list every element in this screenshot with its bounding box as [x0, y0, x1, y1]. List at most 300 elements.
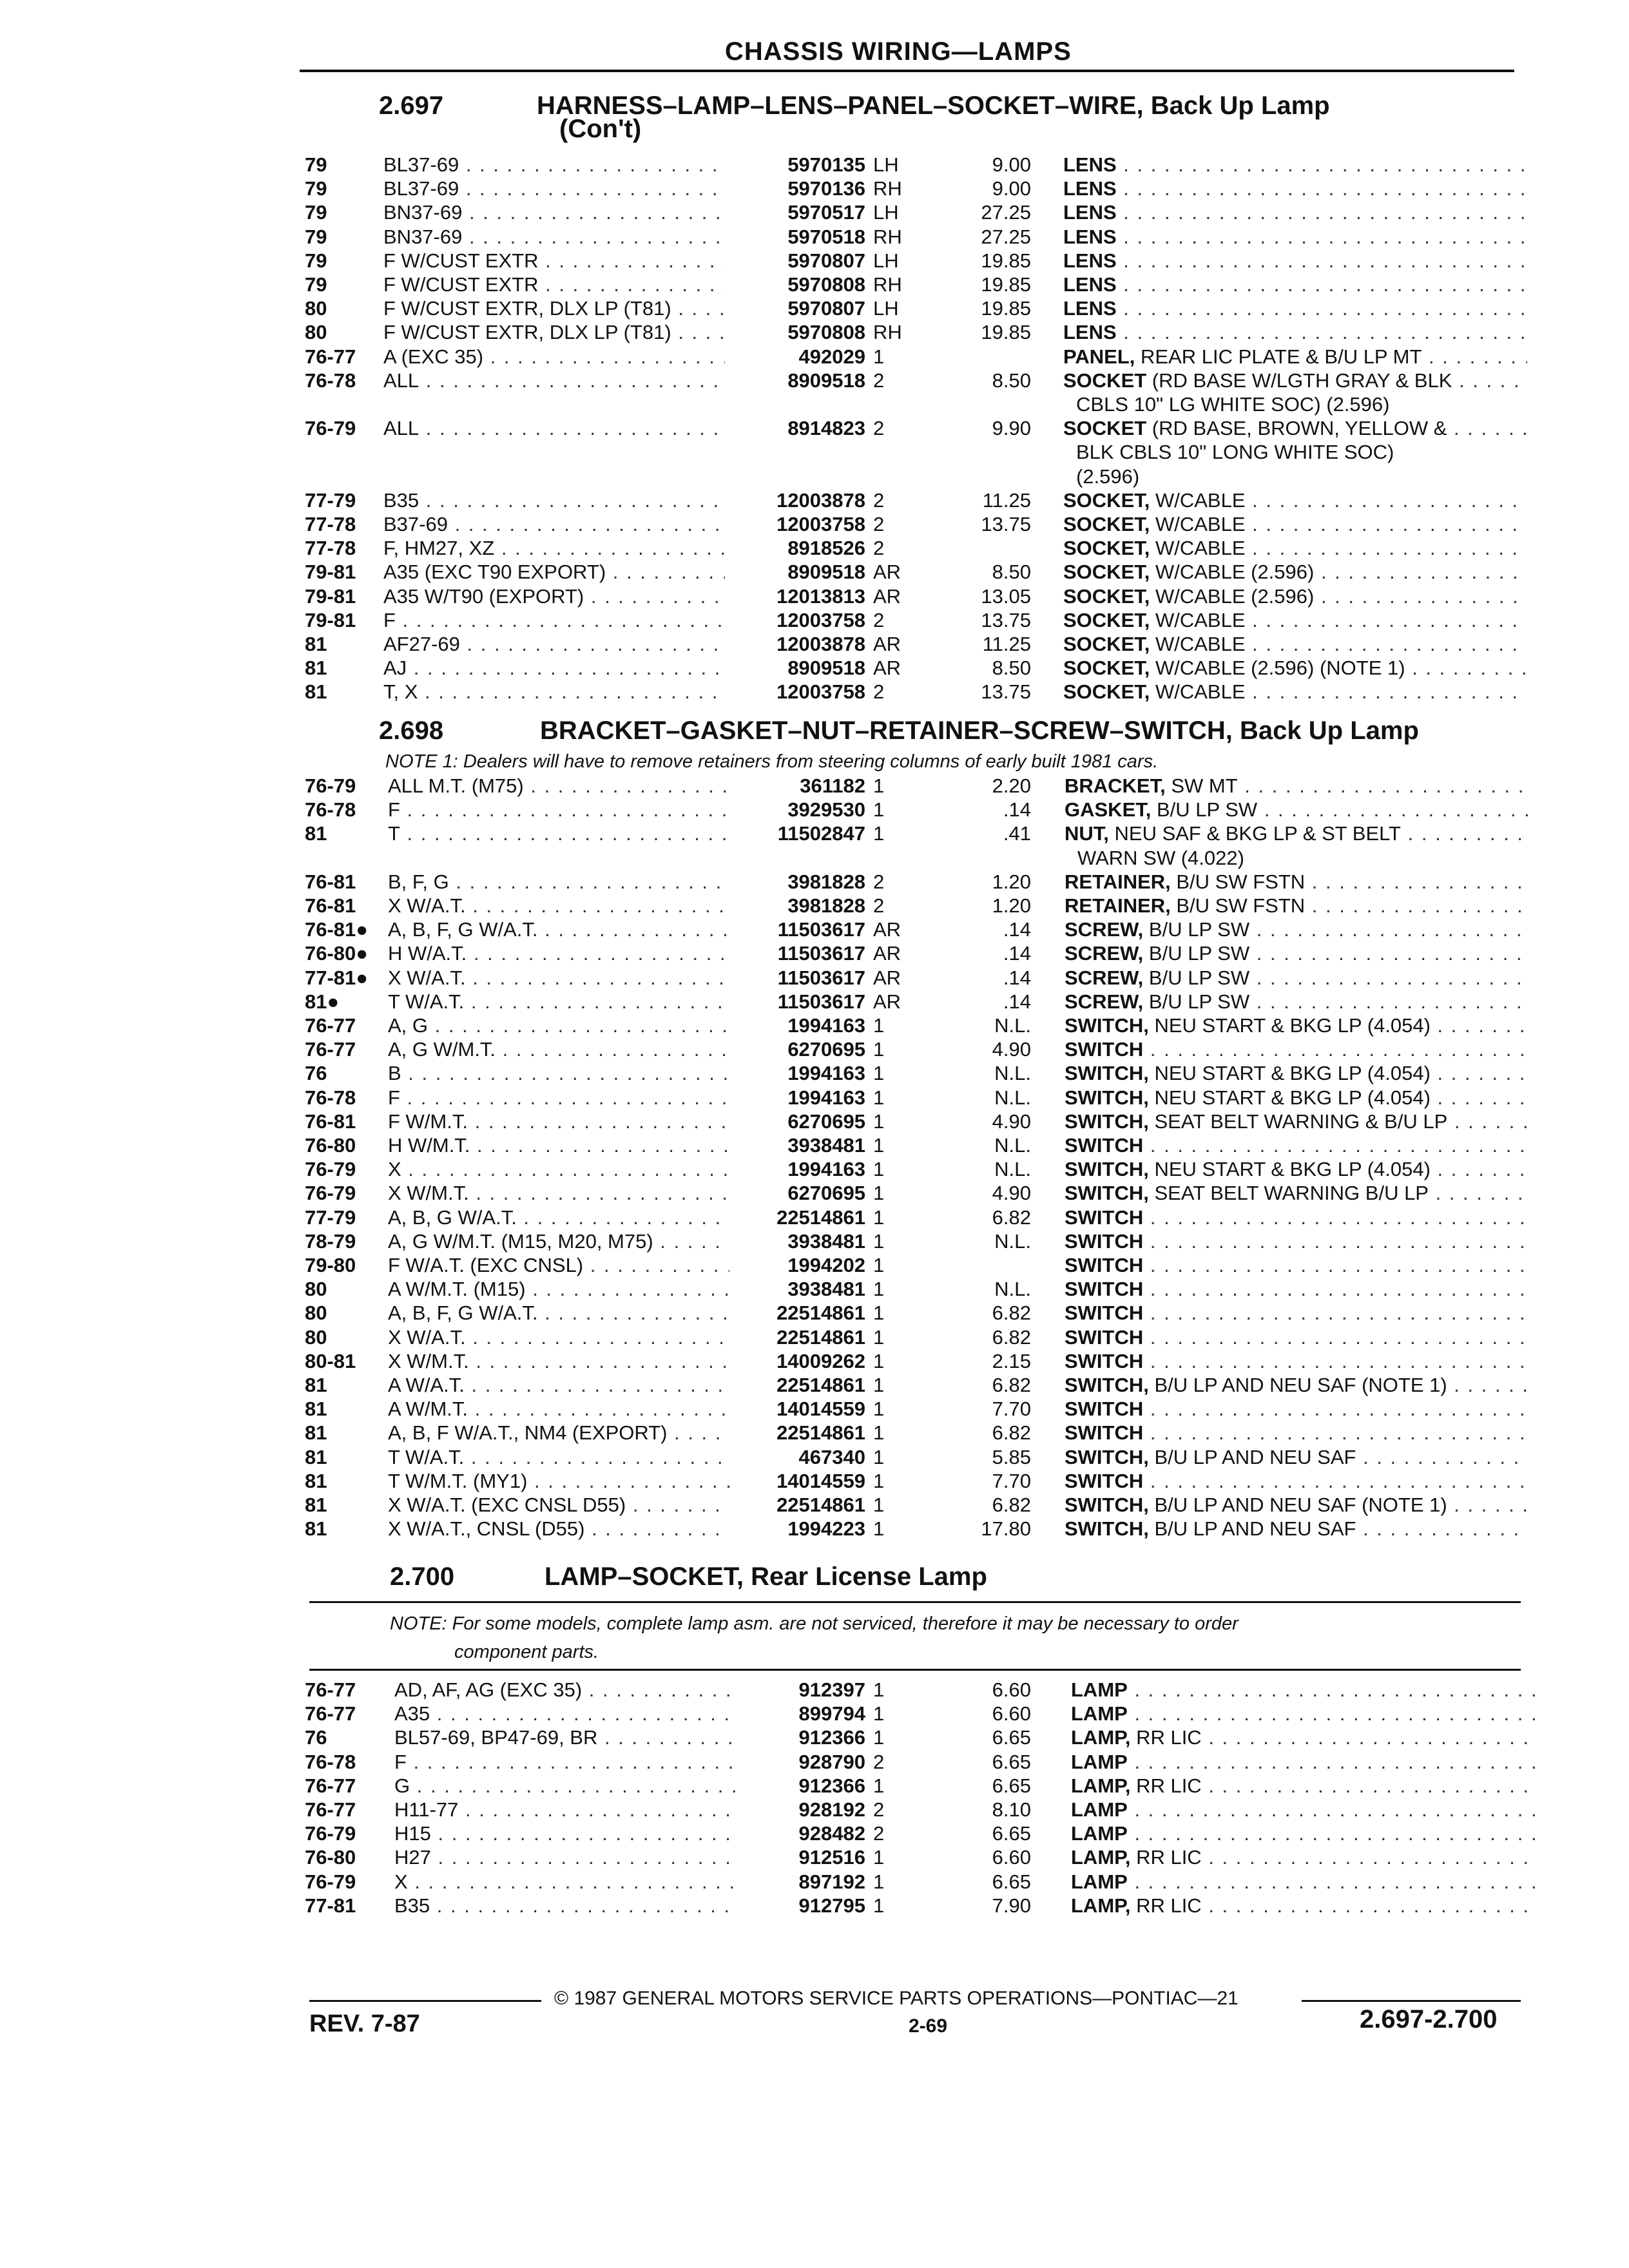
part-name: SWITCH — [1065, 1302, 1144, 1325]
table-row — [0, 918, 1629, 942]
part-name: LAMP — [1071, 1750, 1128, 1773]
part-detail: B/U LP AND NEU SAF — [1148, 1445, 1356, 1468]
application-cell: X W/A.T. . . . — [388, 1326, 729, 1349]
description-cell — [1071, 1894, 1535, 1917]
quantity-cell: 1 — [873, 1206, 885, 1229]
part-name: SOCKET, — [1063, 680, 1150, 704]
application-cell: AD, AF, AG (EXC 35) . . . — [394, 1678, 736, 1702]
description-cell — [1071, 1798, 1535, 1821]
price-cell: 4.90 — [992, 1110, 1031, 1133]
part-name: LAMP — [1071, 1702, 1128, 1725]
application-cell: X . . . — [388, 1158, 729, 1181]
part-name: LAMP, — [1071, 1894, 1131, 1917]
year-cell: 76-81● — [305, 918, 369, 941]
quantity-cell: 2 — [873, 1798, 885, 1821]
section-title-main: LAMP–SOCKET, — [545, 1562, 744, 1591]
description-cell — [1063, 321, 1527, 344]
footer-rule-right — [1302, 2000, 1521, 2002]
part-detail: NEU START & BKG LP (4.054) — [1148, 1086, 1431, 1109]
year-cell: 76-79 — [305, 774, 356, 797]
price-cell: 6.65 — [992, 1726, 1031, 1749]
application-cell: B, F, G . . . — [388, 870, 729, 894]
application-cell: F . . . — [388, 798, 729, 822]
year-cell: 76-77 — [305, 1038, 356, 1061]
part-name: LENS — [1063, 273, 1117, 296]
table-row — [0, 321, 1629, 345]
application-cell: F, HM27, XZ . . . — [383, 537, 725, 560]
description-cell — [1065, 1206, 1528, 1229]
quantity-cell: LH — [873, 249, 899, 272]
application-cell: X W/A.T., CNSL (D55) . . . — [388, 1517, 729, 1541]
part-number-cell: 899794 — [798, 1702, 865, 1725]
footer-copyright: © 1987 GENERAL MOTORS SERVICE PARTS OPERATIONS—PONTIAC—21 — [554, 1988, 1239, 2009]
description-cell — [1063, 489, 1527, 512]
quantity-cell: 1 — [873, 1182, 885, 1205]
table-row — [0, 1751, 1629, 1774]
part-number-cell: 5970808 — [787, 273, 865, 296]
price-cell: N.L. — [994, 1014, 1031, 1037]
part-detail: RR LIC — [1130, 1726, 1202, 1749]
table-row — [0, 966, 1629, 990]
price-cell: 8.50 — [992, 369, 1031, 392]
application-cell: AF27-69 . . . — [383, 633, 725, 656]
description-cell — [1063, 513, 1527, 536]
table-row — [0, 633, 1629, 657]
part-name: SWITCH — [1065, 1398, 1144, 1421]
footer-section-range: 2.697-2.700 — [1360, 2005, 1498, 2033]
part-detail: SEAT BELT WARNING B/U LP — [1148, 1182, 1429, 1205]
year-cell: 76-77 — [305, 1014, 356, 1037]
application-cell: F W/A.T. (EXC CNSL) . . . — [388, 1254, 729, 1277]
table-row — [0, 1702, 1629, 1726]
description-cell — [1063, 561, 1527, 584]
quantity-cell: AR — [873, 918, 901, 941]
part-number-cell: 912366 — [798, 1774, 865, 1797]
price-cell: 7.70 — [992, 1469, 1031, 1492]
part-name: SWITCH, — [1065, 1062, 1149, 1085]
part-detail: W/CABLE — [1150, 633, 1246, 655]
table-row — [0, 537, 1629, 561]
table-row — [0, 249, 1629, 273]
year-cell: 79 — [305, 153, 327, 176]
description-cell — [1065, 1254, 1528, 1277]
price-cell: 6.65 — [992, 1822, 1031, 1845]
part-name: SOCKET, — [1063, 657, 1150, 680]
part-number-cell: 11503617 — [777, 918, 865, 941]
part-number-cell: 6270695 — [787, 1110, 865, 1133]
part-number-cell: 22514861 — [776, 1421, 865, 1445]
application-cell: T . . . — [388, 822, 729, 845]
description-cell — [1065, 1326, 1528, 1349]
price-cell: 6.82 — [992, 1206, 1031, 1229]
year-cell: 80-81 — [305, 1349, 356, 1372]
price-cell: 13.75 — [981, 513, 1031, 535]
year-cell: 76-77 — [305, 1702, 356, 1725]
year-cell: 76-79 — [305, 1158, 356, 1181]
part-number-cell: 1994163 — [787, 1062, 865, 1085]
part-number-cell: 3938481 — [787, 1229, 865, 1253]
table-row — [0, 226, 1629, 249]
description-cell — [1065, 1494, 1528, 1517]
price-cell: 6.82 — [992, 1494, 1031, 1516]
part-number-cell: 928482 — [798, 1822, 865, 1845]
quantity-cell: 1 — [873, 1229, 885, 1253]
table-row — [0, 609, 1629, 633]
price-cell: N.L. — [994, 1278, 1031, 1301]
section-continued: (Con't) — [559, 115, 642, 143]
application-cell: T W/A.T. . . . — [388, 990, 729, 1014]
part-detail: B/U LP AND NEU SAF (NOTE 1) — [1148, 1374, 1447, 1396]
description-cell — [1063, 345, 1527, 369]
description-cell — [1063, 417, 1527, 440]
application-cell: T W/A.T. . . . — [388, 1446, 729, 1469]
year-cell: 76-79 — [305, 1182, 356, 1205]
application-cell: BN37-69 . . . — [383, 201, 725, 224]
year-cell: 77-78 — [305, 537, 356, 560]
description-cell — [1065, 1134, 1528, 1157]
part-number-cell: 5970517 — [787, 201, 865, 224]
part-number-cell: 14014559 — [776, 1469, 865, 1492]
quantity-cell: 1 — [873, 822, 885, 845]
part-number-cell: 14009262 — [776, 1349, 865, 1372]
part-name: SWITCH — [1065, 1038, 1144, 1061]
section-note — [390, 1610, 1239, 1666]
application-cell: H W/A.T. . . . — [388, 942, 729, 965]
section-rule — [309, 1601, 1521, 1603]
quantity-cell: 2 — [873, 870, 885, 893]
description-cell — [1063, 369, 1527, 392]
section-rule — [309, 1669, 1521, 1671]
note-line: NOTE: For some models, complete lamp asm. are not serviced, therefore it may be necessary to order — [390, 1613, 1239, 1634]
application-cell: A35 . . . — [394, 1702, 736, 1725]
part-name: LAMP — [1071, 1870, 1128, 1893]
application-cell: A, B, F, G W/A.T. . . . — [388, 1302, 729, 1325]
application-cell: A, B, F W/A.T., NM4 (EXPORT) . . . — [388, 1421, 729, 1445]
part-number-cell: 3981828 — [787, 870, 865, 893]
section-title — [540, 716, 1419, 745]
part-name: SOCKET, — [1063, 488, 1150, 512]
price-cell: .14 — [1003, 918, 1031, 941]
part-name: SCREW, — [1065, 990, 1144, 1013]
year-cell: 81 — [305, 1445, 327, 1468]
table-row — [0, 798, 1629, 822]
part-name: RETAINER, — [1065, 894, 1171, 917]
price-cell: 8.50 — [992, 561, 1031, 584]
price-cell: 1.20 — [992, 894, 1031, 917]
table-row — [0, 1822, 1629, 1846]
description-cell — [1063, 657, 1527, 680]
price-cell: .14 — [1003, 942, 1031, 965]
year-cell: 81 — [305, 1374, 327, 1396]
year-cell: 81 — [305, 1421, 327, 1445]
quantity-cell: 2 — [873, 608, 885, 631]
footer-rule-left — [309, 2000, 541, 2002]
price-cell: 19.85 — [981, 321, 1031, 344]
part-name: PANEL, — [1063, 345, 1135, 368]
year-cell: 76-78 — [305, 798, 356, 822]
description-cell — [1065, 1230, 1528, 1253]
description-cell — [1065, 1038, 1528, 1061]
price-cell: N.L. — [994, 1229, 1031, 1253]
table-row — [0, 1110, 1629, 1134]
quantity-cell: 1 — [873, 798, 885, 822]
description-cell — [1071, 1846, 1535, 1869]
quantity-cell: 2 — [873, 894, 885, 917]
price-cell: 6.82 — [992, 1325, 1031, 1349]
page-title: CHASSIS WIRING—LAMPS — [725, 37, 1072, 66]
part-number-cell: 11502847 — [777, 822, 865, 845]
part-number-cell: 912366 — [798, 1726, 865, 1749]
application-cell: F . . . — [388, 1086, 729, 1110]
year-cell: 76-77 — [305, 1678, 356, 1701]
quantity-cell: 2 — [873, 1822, 885, 1845]
part-detail: SEAT BELT WARNING & B/U LP — [1148, 1110, 1448, 1133]
description-cell — [1063, 537, 1527, 560]
table-row — [0, 1678, 1629, 1702]
part-name: LENS — [1063, 201, 1117, 224]
part-detail: W/CABLE (2.596) — [1150, 584, 1315, 608]
price-cell: .14 — [1003, 990, 1031, 1013]
part-name: GASKET, — [1065, 798, 1152, 822]
quantity-cell: LH — [873, 201, 899, 224]
year-cell: 76-80 — [305, 1846, 356, 1869]
part-name: SWITCH — [1065, 1278, 1144, 1301]
year-cell: 76-79 — [305, 1822, 356, 1845]
year-cell: 80 — [305, 1302, 327, 1325]
part-name: LAMP — [1071, 1822, 1128, 1845]
table-row — [0, 1230, 1629, 1254]
quantity-cell: AR — [873, 966, 901, 989]
description-cell — [1063, 297, 1527, 320]
application-cell: BL37-69 . . . — [383, 177, 725, 200]
part-number-cell: 1994163 — [787, 1086, 865, 1109]
part-name: SCREW, — [1065, 942, 1144, 965]
year-cell: 80 — [305, 1325, 327, 1349]
part-name: LENS — [1063, 225, 1117, 248]
year-cell: 81 — [305, 680, 327, 704]
quantity-cell: 1 — [873, 1870, 885, 1893]
section-number: 2.698 — [379, 716, 444, 745]
description-cell — [1065, 1517, 1528, 1541]
part-number-cell: 12013813 — [776, 584, 865, 608]
table-row — [0, 680, 1629, 704]
quantity-cell: 1 — [873, 1278, 885, 1301]
part-number-cell: 12003878 — [776, 488, 865, 512]
application-cell: ALL . . . — [383, 369, 725, 392]
year-cell: 79-81 — [305, 608, 356, 631]
price-cell: 27.25 — [981, 225, 1031, 248]
year-cell: 79 — [305, 273, 327, 296]
quantity-cell: RH — [873, 177, 902, 200]
section-title — [545, 1562, 987, 1591]
quantity-cell: 1 — [873, 1374, 885, 1396]
price-cell: 6.60 — [992, 1846, 1031, 1869]
part-name: LENS — [1063, 297, 1117, 320]
application-cell: X . . . — [394, 1870, 736, 1894]
price-cell: 6.65 — [992, 1774, 1031, 1797]
part-number-cell: 8909518 — [787, 561, 865, 584]
part-detail: B/U SW FSTN — [1170, 870, 1306, 893]
part-number-cell: 1994163 — [787, 1014, 865, 1037]
table-row — [0, 1086, 1629, 1110]
part-detail: RR LIC — [1130, 1774, 1202, 1797]
application-cell: X W/M.T. . . . — [388, 1182, 729, 1205]
footer-revision: REV. 7-87 — [309, 2010, 420, 2037]
part-name: SOCKET — [1063, 417, 1147, 440]
application-cell: BN37-69 . . . — [383, 226, 725, 249]
quantity-cell: RH — [873, 225, 902, 248]
part-name: SOCKET, — [1063, 537, 1150, 560]
section-number: 2.697 — [379, 91, 444, 120]
description-cell — [1065, 1278, 1528, 1301]
quantity-cell: 1 — [873, 1038, 885, 1061]
part-number-cell: 6270695 — [787, 1182, 865, 1205]
year-cell: 77-79 — [305, 1206, 356, 1229]
year-cell: 81 — [305, 633, 327, 655]
price-cell: 19.85 — [981, 273, 1031, 296]
part-detail: B/U SW FSTN — [1170, 894, 1306, 917]
part-number-cell: 3929530 — [787, 798, 865, 822]
price-cell: 6.82 — [992, 1374, 1031, 1396]
part-number-cell: 5970808 — [787, 321, 865, 344]
year-cell: 77-79 — [305, 488, 356, 512]
description-cell — [1065, 798, 1528, 822]
quantity-cell: 1 — [873, 1774, 885, 1797]
part-name: SOCKET, — [1063, 633, 1150, 655]
part-number-cell: 3938481 — [787, 1278, 865, 1301]
quantity-cell: 2 — [873, 417, 885, 440]
quantity-cell: 1 — [873, 1398, 885, 1421]
part-name: BRACKET, — [1065, 774, 1166, 797]
year-cell: 76-80 — [305, 1134, 356, 1157]
section-title-rest: Rear License Lamp — [751, 1562, 987, 1591]
application-cell: A35 W/T90 (EXPORT) . . . — [383, 585, 725, 608]
price-cell: .14 — [1003, 798, 1031, 822]
year-cell: 76-81 — [305, 870, 356, 893]
quantity-cell: 2 — [873, 369, 885, 392]
application-cell: B35 . . . — [383, 489, 725, 512]
quantity-cell: 1 — [873, 1494, 885, 1516]
description-continuation: WARN SW (4.022) — [1077, 846, 1244, 869]
quantity-cell: 1 — [873, 345, 885, 368]
description-cell — [1065, 1182, 1528, 1205]
part-number-cell: 5970807 — [787, 297, 865, 320]
quantity-cell: 2 — [873, 680, 885, 704]
price-cell: 4.90 — [992, 1038, 1031, 1061]
year-cell: 79 — [305, 249, 327, 272]
part-name: RETAINER, — [1065, 870, 1171, 893]
part-detail: RR LIC — [1130, 1846, 1202, 1869]
price-cell: 6.82 — [992, 1302, 1031, 1325]
description-cell — [1071, 1751, 1535, 1774]
description-cell — [1065, 1350, 1528, 1373]
part-name: SWITCH, — [1065, 1158, 1149, 1181]
table-row — [0, 1846, 1629, 1870]
application-cell: X W/A.T. . . . — [388, 966, 729, 990]
price-cell: 2.20 — [992, 774, 1031, 797]
table-row — [0, 1302, 1629, 1325]
part-number-cell: 1994202 — [787, 1254, 865, 1276]
part-number-cell: 8918526 — [787, 537, 865, 560]
part-detail: NEU START & BKG LP (4.054) — [1148, 1014, 1431, 1037]
quantity-cell: RH — [873, 321, 902, 344]
price-cell: 11.25 — [982, 488, 1031, 512]
application-cell: BL37-69 . . . — [383, 153, 725, 177]
description-cell — [1065, 1302, 1528, 1325]
description-cell — [1065, 918, 1528, 941]
quantity-cell: AR — [873, 657, 901, 680]
quantity-cell: 2 — [873, 537, 885, 560]
part-name: SWITCH — [1065, 1349, 1144, 1372]
price-cell: N.L. — [994, 1062, 1031, 1085]
table-row — [0, 369, 1629, 393]
section-title-main: BRACKET–GASKET–NUT–RETAINER–SCREW–SWITCH, — [540, 716, 1233, 745]
application-cell: F W/M.T. . . . — [388, 1110, 729, 1133]
table-row — [0, 774, 1629, 798]
part-name: SWITCH, — [1065, 1517, 1149, 1541]
quantity-cell: 1 — [873, 1726, 885, 1749]
application-cell: A35 (EXC T90 EXPORT) . . . — [383, 561, 725, 584]
part-detail: B/U LP SW — [1143, 918, 1250, 941]
table-row — [0, 1470, 1629, 1494]
part-detail: W/CABLE — [1150, 488, 1246, 512]
application-cell: F W/CUST EXTR . . . — [383, 273, 725, 296]
table-row — [0, 1446, 1629, 1470]
part-number-cell: 5970136 — [787, 177, 865, 200]
quantity-cell: AR — [873, 942, 901, 965]
quantity-cell: 1 — [873, 1517, 885, 1541]
table-row — [0, 345, 1629, 369]
part-name: SWITCH, — [1065, 1374, 1149, 1396]
description-cell — [1065, 1014, 1528, 1037]
quantity-cell: 1 — [873, 1134, 885, 1157]
year-cell: 81● — [305, 990, 340, 1013]
part-name: SCREW, — [1065, 966, 1144, 989]
table-row — [0, 1398, 1629, 1421]
description-cell — [1065, 966, 1528, 990]
part-number-cell: 897192 — [798, 1870, 865, 1893]
section-title — [537, 91, 1330, 120]
year-cell: 77-81● — [305, 966, 369, 989]
application-cell: B . . . — [388, 1062, 729, 1085]
table-row — [0, 177, 1629, 201]
table-row — [0, 489, 1629, 513]
price-cell: 8.10 — [992, 1798, 1031, 1821]
description-cell — [1065, 990, 1528, 1014]
quantity-cell: 1 — [873, 1158, 885, 1181]
part-name: LENS — [1063, 249, 1117, 272]
part-name: SWITCH — [1065, 1421, 1144, 1445]
quantity-cell: AR — [873, 990, 901, 1013]
price-cell: 8.50 — [992, 657, 1031, 680]
table-row — [0, 1326, 1629, 1350]
application-cell: F . . . — [394, 1751, 736, 1774]
part-number-cell: 912795 — [798, 1894, 865, 1917]
part-name: SWITCH, — [1065, 1110, 1149, 1133]
application-cell: A W/M.T. . . . — [388, 1398, 729, 1421]
quantity-cell: 1 — [873, 774, 885, 797]
price-cell: 19.85 — [981, 297, 1031, 320]
part-name: LENS — [1063, 177, 1117, 200]
part-number-cell: 5970518 — [787, 225, 865, 248]
year-cell: 76-78 — [305, 1750, 356, 1773]
application-cell: H27 . . . — [394, 1846, 736, 1869]
price-cell: 19.85 — [981, 249, 1031, 272]
description-cell — [1071, 1774, 1535, 1798]
quantity-cell: 1 — [873, 1302, 885, 1325]
application-cell: A, G W/M.T. . . . — [388, 1038, 729, 1061]
year-cell: 81 — [305, 1517, 327, 1541]
